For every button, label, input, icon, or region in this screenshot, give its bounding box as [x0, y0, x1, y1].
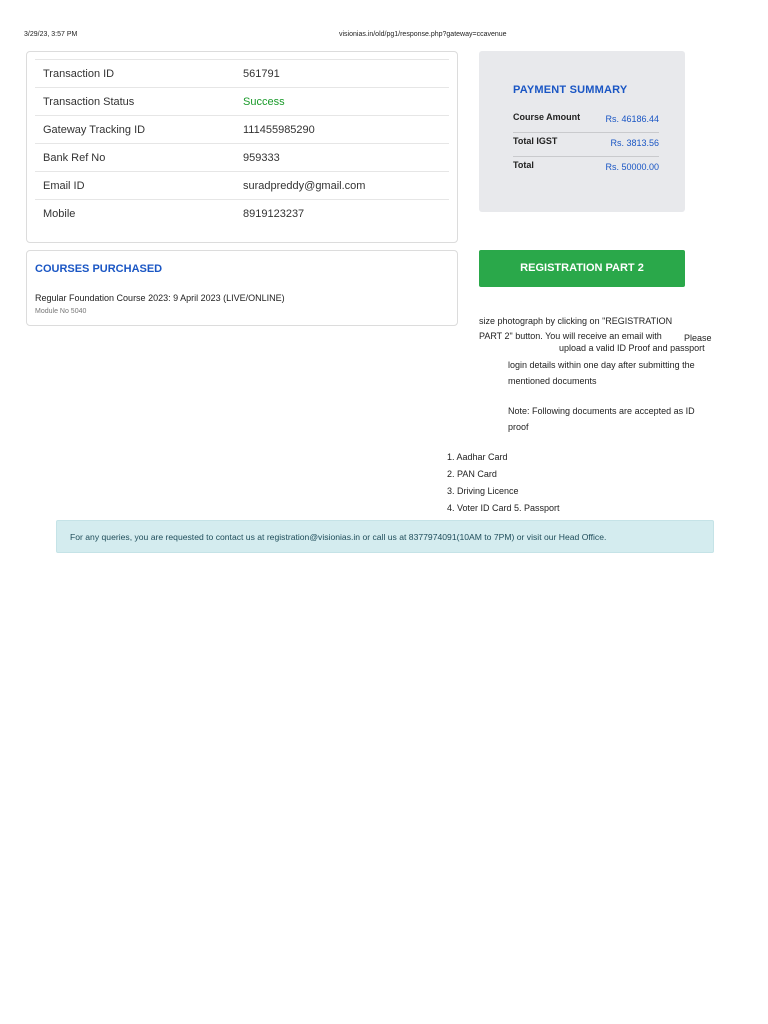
course-module-number: Module No 5040 — [35, 308, 87, 315]
course-amount-label: Course Amount — [513, 112, 581, 122]
transaction-status-label: Transaction Status — [43, 96, 135, 108]
payment-summary-card — [479, 51, 685, 212]
print-date: 3/29/23, 3:57 PM — [24, 31, 78, 38]
total-label: Total — [513, 160, 534, 170]
list-item: 2. PAN Card — [447, 469, 497, 479]
courses-purchased-card — [26, 250, 458, 326]
total-value: Rs. 50000.00 — [605, 162, 659, 172]
summary-divider — [513, 132, 659, 133]
bank-ref-no-label: Bank Ref No — [43, 152, 106, 164]
summary-divider — [513, 156, 659, 157]
transaction-status-value: Success — [243, 96, 285, 108]
registration-part-2-button[interactable]: REGISTRATION PART 2 — [479, 250, 685, 287]
transaction-id-label: Transaction ID — [43, 68, 115, 80]
page-url: visionias.in/old/pg1/response.php?gateway=ccavenue — [339, 31, 507, 38]
total-row — [513, 160, 659, 184]
transaction-id-value: 561791 — [243, 68, 280, 80]
email-id-label: Email ID — [43, 180, 85, 192]
transaction-table — [35, 59, 449, 227]
table-row — [35, 87, 449, 115]
instruction-line: login details within one day after submitting the — [508, 360, 695, 370]
table-row — [35, 143, 449, 171]
list-item: 1. Aadhar Card — [447, 452, 508, 462]
table-row — [35, 115, 449, 143]
id-proof-note: Note: Following documents are accepted as ID — [508, 406, 695, 416]
table-row — [35, 199, 449, 227]
table-row — [35, 171, 449, 199]
instruction-line: PART 2" button. You will receive an email with — [479, 331, 662, 341]
bank-ref-no-value: 959333 — [243, 152, 280, 164]
table-row — [35, 59, 449, 87]
course-amount-value: Rs. 46186.44 — [605, 114, 659, 124]
instruction-line: mentioned documents — [508, 376, 597, 386]
transaction-details-card — [26, 51, 458, 243]
mobile-value: 8919123237 — [243, 208, 305, 220]
list-item: 3. Driving Licence — [447, 486, 519, 496]
course-name: Regular Foundation Course 2023: 9 April 2023 (LIVE/ONLINE) — [35, 293, 285, 303]
total-igst-label: Total IGST — [513, 136, 558, 146]
accepted-documents-list — [447, 450, 560, 518]
contact-info-text: For any queries, you are requested to contact us at registration@visionias.in or call us at 8377974091(10AM to 7PM) or visit our Head Office. — [70, 532, 607, 542]
gateway-tracking-id-label: Gateway Tracking ID — [43, 124, 146, 136]
total-igst-value: Rs. 3813.56 — [610, 138, 659, 148]
instruction-line: size photograph by clicking on "REGISTRATION — [479, 316, 673, 326]
id-proof-note: proof — [508, 422, 529, 432]
instruction-please: Please — [684, 333, 712, 343]
instruction-line: upload a valid ID Proof and passport — [559, 343, 705, 353]
courses-purchased-title: COURSES PURCHASED — [35, 263, 163, 275]
list-item: 4. Voter ID Card 5. Passport — [447, 503, 560, 513]
mobile-label: Mobile — [43, 208, 76, 220]
gateway-tracking-id-value: 111455985290 — [243, 124, 315, 136]
payment-summary-title: PAYMENT SUMMARY — [513, 84, 628, 96]
email-id-value: suradpreddy@gmail.com — [243, 180, 366, 192]
contact-info-alert — [56, 520, 714, 553]
